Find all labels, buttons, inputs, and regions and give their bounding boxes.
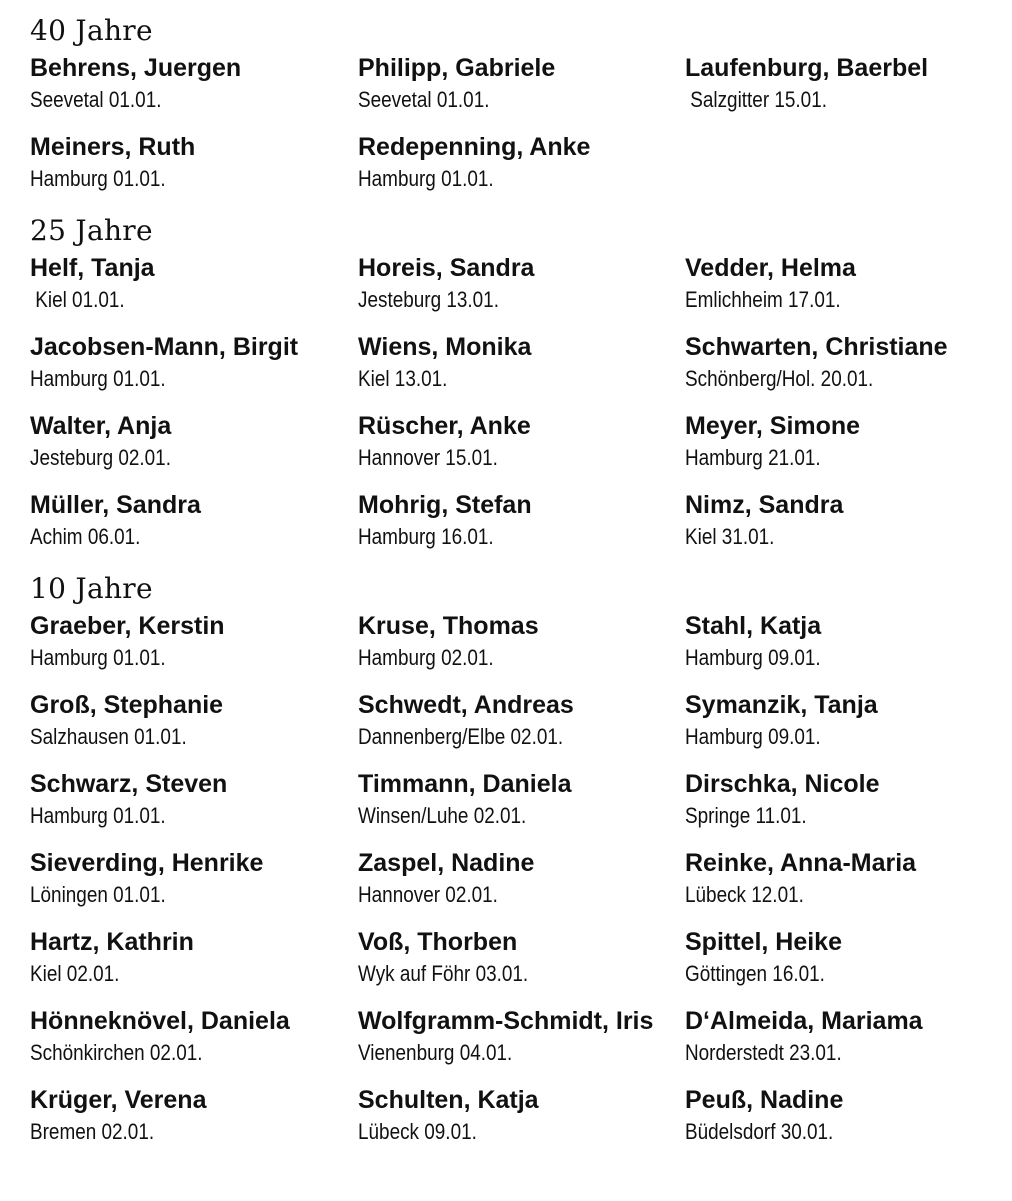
person-name: Redepenning, Anke	[358, 133, 591, 161]
person-entry	[30, 689, 358, 754]
person-name: Behrens, Juergen	[30, 54, 242, 82]
person-location-date: Emlichheim 17.01.	[685, 287, 841, 312]
person-entry	[685, 1084, 990, 1149]
person-name: Mohrig, Stefan	[358, 491, 532, 519]
person-location-date: Wyk auf Föhr 03.01.	[358, 961, 529, 986]
person-location-date: Hamburg 21.01.	[685, 445, 821, 470]
person-entry	[358, 331, 685, 396]
person-location-date: Hamburg 16.01.	[358, 524, 494, 549]
person-name: Schwarz, Steven	[30, 770, 228, 798]
person-name: Philipp, Gabriele	[358, 54, 556, 82]
person-name: Schwarten, Christiane	[685, 333, 948, 361]
person-entry	[30, 131, 358, 196]
person-entry	[30, 410, 358, 475]
person-entry	[30, 926, 358, 991]
person-entry	[30, 331, 358, 396]
person-name: Peuß, Nadine	[685, 1086, 844, 1114]
person-name: Helf, Tanja	[30, 254, 155, 282]
person-entry	[358, 768, 685, 833]
person-location-date: Salzgitter 15.01.	[685, 87, 827, 112]
person-entry	[685, 489, 990, 554]
person-name: Laufenburg, Baerbel	[685, 54, 929, 82]
person-name: Horeis, Sandra	[358, 254, 535, 282]
person-location-date: Hannover 15.01.	[358, 445, 498, 470]
person-location-date: Hannover 02.01.	[358, 882, 498, 907]
person-entry	[685, 847, 990, 912]
person-name: Timmann, Daniela	[358, 770, 572, 798]
person-location-date: Löningen 01.01.	[30, 882, 166, 907]
person-name: Schulten, Katja	[358, 1086, 539, 1114]
person-location-date: Göttingen 16.01.	[685, 961, 825, 986]
person-entry	[685, 610, 990, 675]
person-entry	[358, 131, 685, 196]
person-location-date: Lübeck 12.01.	[685, 882, 804, 907]
person-entry	[685, 252, 990, 317]
person-name: Meiners, Ruth	[30, 133, 196, 161]
person-entry	[30, 847, 358, 912]
person-entry	[30, 252, 358, 317]
person-name: Rüscher, Anke	[358, 412, 531, 440]
anniversary-list	[30, 10, 990, 1163]
person-name: Vedder, Helma	[685, 254, 856, 282]
section-heading: 40 Jahre	[30, 14, 153, 47]
person-name: Nimz, Sandra	[685, 491, 844, 519]
person-location-date: Hamburg 09.01.	[685, 645, 821, 670]
person-location-date: Hamburg 02.01.	[358, 645, 494, 670]
person-name: Reinke, Anna-Maria	[685, 849, 917, 877]
person-entry	[685, 52, 990, 117]
entry-grid	[30, 610, 990, 1149]
person-location-date: Norderstedt 23.01.	[685, 1040, 842, 1065]
person-name: Hartz, Kathrin	[30, 928, 194, 956]
person-location-date: Hamburg 01.01.	[30, 803, 166, 828]
person-entry	[685, 1005, 990, 1070]
person-name: Voß, Thorben	[358, 928, 518, 956]
person-entry	[358, 489, 685, 554]
entry-grid	[30, 252, 990, 554]
person-entry	[358, 52, 685, 117]
person-location-date: Jesteburg 13.01.	[358, 287, 499, 312]
person-location-date: Schönberg/Hol. 20.01.	[685, 366, 874, 391]
person-name: Wolfgramm-Schmidt, Iris	[358, 1007, 654, 1035]
person-entry	[358, 926, 685, 991]
person-name: Sieverding, Henrike	[30, 849, 264, 877]
person-location-date: Bremen 02.01.	[30, 1119, 155, 1144]
person-name: Zaspel, Nadine	[358, 849, 535, 877]
person-location-date: Vienenburg 04.01.	[358, 1040, 513, 1065]
person-entry	[358, 410, 685, 475]
entry-grid	[30, 52, 990, 196]
person-entry	[358, 689, 685, 754]
person-name: Graeber, Kerstin	[30, 612, 225, 640]
person-entry	[30, 768, 358, 833]
person-location-date: Achim 06.01.	[30, 524, 141, 549]
person-name: Symanzik, Tanja	[685, 691, 878, 719]
section-heading: 25 Jahre	[30, 214, 153, 247]
person-location-date: Kiel 13.01.	[358, 366, 448, 391]
person-entry	[685, 689, 990, 754]
person-entry	[685, 410, 990, 475]
person-location-date: Büdelsdorf 30.01.	[685, 1119, 834, 1144]
person-location-date: Hamburg 01.01.	[30, 366, 166, 391]
person-location-date: Kiel 02.01.	[30, 961, 120, 986]
person-location-date: Hamburg 01.01.	[30, 645, 166, 670]
person-name: Wiens, Monika	[358, 333, 532, 361]
person-name: Müller, Sandra	[30, 491, 201, 519]
anniversary-section	[30, 210, 990, 554]
person-name: Krüger, Verena	[30, 1086, 207, 1114]
person-entry	[30, 52, 358, 117]
person-name: Walter, Anja	[30, 412, 172, 440]
person-name: D‘Almeida, Mariama	[685, 1007, 923, 1035]
anniversary-section	[30, 10, 990, 196]
person-location-date: Hamburg 01.01.	[358, 166, 494, 191]
person-location-date: Kiel 01.01.	[30, 287, 125, 312]
person-entry	[358, 1084, 685, 1149]
person-entry	[358, 252, 685, 317]
person-location-date: Lübeck 09.01.	[358, 1119, 477, 1144]
person-name: Stahl, Katja	[685, 612, 822, 640]
person-name: Meyer, Simone	[685, 412, 861, 440]
person-entry	[685, 331, 990, 396]
person-entry	[358, 847, 685, 912]
person-location-date: Seevetal 01.01.	[358, 87, 490, 112]
person-location-date: Kiel 31.01.	[685, 524, 775, 549]
person-name: Spittel, Heike	[685, 928, 842, 956]
person-entry	[358, 610, 685, 675]
person-location-date: Hamburg 09.01.	[685, 724, 821, 749]
person-entry	[30, 1005, 358, 1070]
person-entry	[358, 1005, 685, 1070]
person-location-date: Salzhausen 01.01.	[30, 724, 187, 749]
person-entry	[685, 768, 990, 833]
person-entry	[30, 610, 358, 675]
person-name: Jacobsen-Mann, Birgit	[30, 333, 299, 361]
person-name: Schwedt, Andreas	[358, 691, 574, 719]
anniversary-section	[30, 568, 990, 1149]
person-location-date: Hamburg 01.01.	[30, 166, 166, 191]
person-location-date: Winsen/Luhe 02.01.	[358, 803, 527, 828]
person-name: Groß, Stephanie	[30, 691, 224, 719]
person-entry	[685, 926, 990, 991]
person-entry	[30, 489, 358, 554]
person-name: Kruse, Thomas	[358, 612, 539, 640]
person-name: Hönneknövel, Daniela	[30, 1007, 290, 1035]
person-location-date: Schönkirchen 02.01.	[30, 1040, 203, 1065]
person-entry	[30, 1084, 358, 1149]
section-heading: 10 Jahre	[30, 572, 153, 605]
person-name: Dirschka, Nicole	[685, 770, 880, 798]
person-location-date: Springe 11.01.	[685, 803, 807, 828]
person-location-date: Seevetal 01.01.	[30, 87, 162, 112]
person-location-date: Jesteburg 02.01.	[30, 445, 171, 470]
person-location-date: Dannenberg/Elbe 02.01.	[358, 724, 564, 749]
